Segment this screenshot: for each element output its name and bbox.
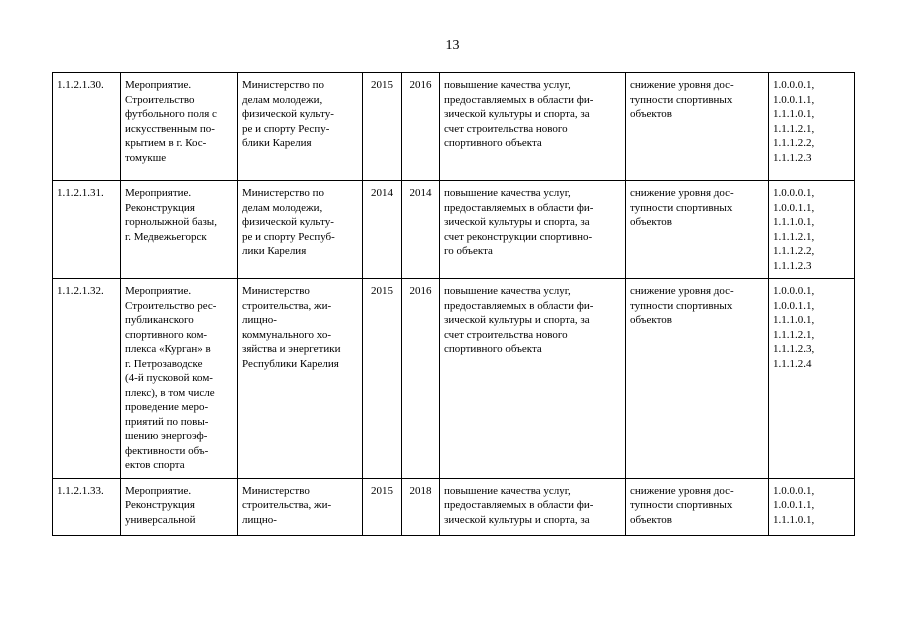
table-row <box>53 181 855 279</box>
event-cell <box>121 181 238 279</box>
code-cell: 1.1.2.1.30. <box>53 73 121 181</box>
cell-text-line: физической культу- <box>242 216 334 228</box>
cell-text-line: 1.1.1.2.1, <box>773 230 815 243</box>
cell-text-line: публиканского <box>125 314 194 326</box>
cell-text-line: 1.0.0.1.1, <box>773 201 815 214</box>
cell-text-line: универсальной <box>125 513 196 526</box>
cell-text-line: 1.0.0.1.1, <box>773 93 815 106</box>
event-cell <box>121 73 238 181</box>
cell-text-line: коммунального хо- <box>242 328 331 341</box>
cell-text-line: ектов спорта <box>125 459 185 471</box>
cell-text-line: предоставляемых в области фи- <box>444 499 594 511</box>
cell-text-line: проведение меро- <box>125 401 209 413</box>
executor-cell <box>238 181 363 279</box>
cell-text-line: повышение качества услуг, <box>444 484 571 497</box>
code-cell: 1.1.2.1.32. <box>53 279 121 479</box>
cell-text-line: лищно- <box>242 314 277 326</box>
activities-table <box>52 72 855 536</box>
cell-text-line: Строительство рес- <box>125 299 217 312</box>
cell-text-line: 1.1.1.2.2, <box>773 245 815 257</box>
cell-text-line: Строительство <box>125 93 195 106</box>
cell-text-line: счет строительства нового <box>444 328 568 341</box>
cell-text-line: 1.0.0.0.1, <box>773 285 815 297</box>
cell-text-line: 1.1.1.2.2, <box>773 137 815 149</box>
cell-text-line: делам молодежи, <box>242 201 323 214</box>
cell-text-line: объектов <box>630 216 672 228</box>
cell-text-line: го объекта <box>444 245 493 257</box>
cell-text-line: 1.1.1.2.3 <box>773 259 812 272</box>
cell-text-line: 1.1.1.2.1, <box>773 122 815 135</box>
cell-text-line: Реконструкция <box>125 201 195 214</box>
executor-cell <box>238 478 363 535</box>
cell-text-line: лищно- <box>242 513 277 526</box>
cell-text-line: искусственным по- <box>125 122 215 135</box>
cell-text-line: Республики Карелия <box>242 357 339 370</box>
cell-text-line: шению энергоэф- <box>125 430 208 442</box>
start-year-cell: 2015 <box>363 478 402 535</box>
cell-text-line: повышение качества услуг, <box>444 79 571 91</box>
cell-text-line: футбольного поля с <box>125 108 217 120</box>
indicators-cell <box>769 181 855 279</box>
cell-text-line: зяйства и энергетики <box>242 343 341 355</box>
risk-cell <box>626 478 769 535</box>
cell-text-line: снижение уровня дос- <box>630 187 734 199</box>
cell-text-line: строительства, жи- <box>242 299 332 312</box>
cell-text-line: тупности спортивных <box>630 499 733 511</box>
cell-text-line: 1.1.1.0.1, <box>773 216 815 228</box>
cell-text-line: ре и спорту Респуб- <box>242 230 335 243</box>
cell-text-line: лики Карелия <box>242 245 307 257</box>
code-cell: 1.1.2.1.31. <box>53 181 121 279</box>
cell-text-line: строительства, жи- <box>242 499 332 511</box>
cell-text-line: 1.0.0.0.1, <box>773 484 815 497</box>
cell-text-line: 1.0.0.0.1, <box>773 79 815 91</box>
cell-text-line: повышение качества услуг, <box>444 187 571 199</box>
event-cell <box>121 478 238 535</box>
cell-text-line: томукше <box>125 151 167 164</box>
cell-text-line: Мероприятие. <box>125 484 192 497</box>
cell-text-line: зической культуры и спорта, за <box>444 216 590 228</box>
cell-text-line: 1.1.1.2.3, <box>773 343 815 355</box>
cell-text-line: тупности спортивных <box>630 299 733 312</box>
cell-text-line: спортивного ком- <box>125 328 208 341</box>
cell-text-line: Министерство <box>242 285 310 297</box>
cell-text-line: Мероприятие. <box>125 79 192 91</box>
executor-cell <box>238 279 363 479</box>
table-row <box>53 73 855 181</box>
cell-text-line: 1.0.0.1.1, <box>773 499 815 511</box>
risk-cell <box>626 73 769 181</box>
cell-text-line: снижение уровня дос- <box>630 79 734 91</box>
end-year-cell: 2016 <box>402 73 440 181</box>
cell-text-line: тупности спортивных <box>630 201 733 214</box>
cell-text-line: повышение качества услуг, <box>444 285 571 297</box>
cell-text-line: спортивного объекта <box>444 137 542 149</box>
end-year-cell: 2014 <box>402 181 440 279</box>
cell-text-line: тупности спортивных <box>630 93 733 106</box>
indicators-cell <box>769 279 855 479</box>
cell-text-line: счет реконструкции спортивно- <box>444 230 593 243</box>
cell-text-line: блики Карелия <box>242 137 312 149</box>
start-year-cell: 2015 <box>363 279 402 479</box>
cell-text-line: снижение уровня дос- <box>630 285 734 297</box>
cell-text-line: делам молодежи, <box>242 93 323 106</box>
cell-text-line: приятий по повы- <box>125 415 209 428</box>
expected-result-cell <box>440 181 626 279</box>
cell-text-line: плекса «Курган» в <box>125 343 211 355</box>
cell-text-line: фективности объ- <box>125 444 209 457</box>
cell-text-line: горнолыжной базы, <box>125 216 217 228</box>
cell-text-line: 1.0.0.0.1, <box>773 187 815 199</box>
indicators-cell <box>769 73 855 181</box>
cell-text-line: предоставляемых в области фи- <box>444 201 594 214</box>
cell-text-line: плекс), в том числе <box>125 386 215 399</box>
cell-text-line: крытием в г. Кос- <box>125 137 207 149</box>
table-row <box>53 279 855 479</box>
indicators-cell <box>769 478 855 535</box>
cell-text-line: зической культуры и спорта, за <box>444 513 590 526</box>
executor-cell <box>238 73 363 181</box>
cell-text-line: (4-й пусковой ком- <box>125 372 213 384</box>
code-cell: 1.1.2.1.33. <box>53 478 121 535</box>
cell-text-line: физической культу- <box>242 108 334 120</box>
cell-text-line: Министерство <box>242 484 310 497</box>
cell-text-line: ре и спорту Респу- <box>242 122 330 135</box>
expected-result-cell <box>440 478 626 535</box>
start-year-cell: 2014 <box>363 181 402 279</box>
cell-text-line: спортивного объекта <box>444 343 542 355</box>
cell-text-line: 1.1.1.0.1, <box>773 513 815 526</box>
cell-text-line: 1.1.1.2.3 <box>773 151 812 164</box>
cell-text-line: снижение уровня дос- <box>630 484 734 497</box>
cell-text-line: объектов <box>630 513 672 526</box>
expected-result-cell <box>440 73 626 181</box>
cell-text-line: 1.0.0.1.1, <box>773 299 815 312</box>
table-body <box>53 73 855 536</box>
page-number: 13 <box>445 38 460 53</box>
expected-result-cell <box>440 279 626 479</box>
cell-text-line: Министерство по <box>242 79 324 91</box>
cell-text-line: объектов <box>630 314 672 326</box>
risk-cell <box>626 279 769 479</box>
cell-text-line: зической культуры и спорта, за <box>444 314 590 326</box>
cell-text-line: счет строительства нового <box>444 122 568 135</box>
cell-text-line: объектов <box>630 108 672 120</box>
cell-text-line: 1.1.1.0.1, <box>773 314 815 326</box>
cell-text-line: 1.1.1.0.1, <box>773 108 815 120</box>
end-year-cell: 2018 <box>402 478 440 535</box>
risk-cell <box>626 181 769 279</box>
cell-text-line: Реконструкция <box>125 499 195 511</box>
cell-text-line: г. Медвежьегорск <box>125 230 207 243</box>
cell-text-line: 1.1.1.2.1, <box>773 328 815 341</box>
start-year-cell: 2015 <box>363 73 402 181</box>
end-year-cell: 2016 <box>402 279 440 479</box>
cell-text-line: предоставляемых в области фи- <box>444 299 594 312</box>
cell-text-line: Министерство по <box>242 187 324 199</box>
cell-text-line: предоставляемых в области фи- <box>444 93 594 106</box>
table-row <box>53 478 855 535</box>
cell-text-line: Мероприятие. <box>125 187 192 199</box>
cell-text-line: Мероприятие. <box>125 285 192 297</box>
cell-text-line: г. Петрозаводске <box>125 357 203 370</box>
cell-text-line: зической культуры и спорта, за <box>444 108 590 120</box>
event-cell <box>121 279 238 479</box>
cell-text-line: 1.1.1.2.4 <box>773 357 812 370</box>
